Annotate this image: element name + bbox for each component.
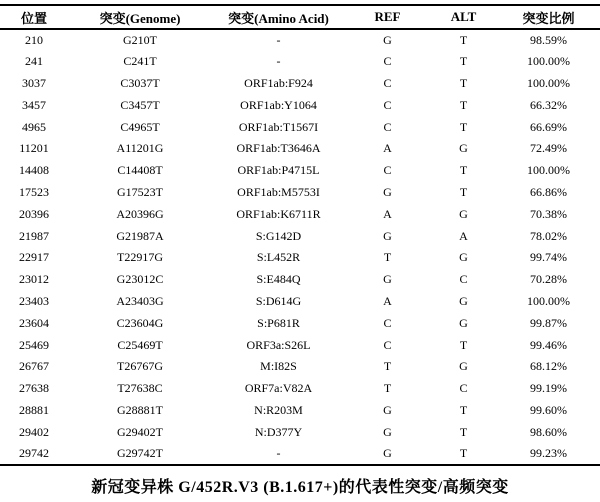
cell-ref: A [383, 141, 392, 156]
cell-ref: C [383, 97, 392, 112]
cell-position: 28881 [19, 402, 49, 417]
cell-ref: G [383, 424, 392, 439]
cell-alt: T [459, 75, 468, 90]
cell-mutation_ratio: 99.19% [530, 381, 567, 396]
cell-position: 20396 [19, 206, 49, 221]
cell-ref: C [383, 315, 392, 330]
cell-ref: T [383, 250, 392, 265]
cell-alt: T [459, 97, 468, 112]
cell-amino_acid_mutation: ORF1ab:T3646A [236, 141, 321, 156]
cell-ref: T [383, 381, 392, 396]
table-row [0, 116, 600, 138]
cell-amino_acid_mutation: ORF1ab:P4715L [237, 163, 320, 178]
cell-position: 14408 [19, 163, 49, 178]
cell-ref: C [383, 163, 392, 178]
cell-mutation_ratio: 100.00% [527, 54, 570, 69]
cell-alt: T [459, 163, 468, 178]
cell-alt: T [459, 184, 468, 199]
table-body [0, 29, 600, 465]
cell-ref: A [383, 293, 392, 308]
column-header-ref: REF [345, 5, 430, 29]
cell-position: 29742 [19, 446, 49, 461]
cell-genome_mutation: G23012C [116, 272, 164, 287]
mutation-table [0, 4, 600, 466]
cell-amino_acid_mutation: ORF1ab:Y1064 [240, 97, 317, 112]
cell-ref: G [383, 402, 392, 417]
cell-amino_acid_mutation: S:P681R [257, 315, 300, 330]
cell-amino_acid_mutation: ORF1ab:F924 [244, 75, 313, 90]
cell-genome_mutation: G29402T [117, 424, 163, 439]
cell-amino_acid_mutation: - [276, 32, 281, 47]
cell-amino_acid_mutation: S:E484Q [256, 272, 301, 287]
cell-mutation_ratio: 98.59% [530, 32, 567, 47]
cell-genome_mutation: A23403G [116, 293, 164, 308]
cell-ref: G [383, 184, 392, 199]
column-header-alt: ALT [430, 5, 497, 29]
cell-alt: T [459, 402, 468, 417]
cell-genome_mutation: G17523T [117, 184, 163, 199]
cell-mutation_ratio: 70.38% [530, 206, 567, 221]
cell-amino_acid_mutation: S:D614G [255, 293, 302, 308]
cell-position: 22917 [19, 250, 49, 265]
cell-amino_acid_mutation: M:I82S [260, 359, 297, 374]
cell-alt: T [459, 54, 468, 69]
cell-genome_mutation: T22917G [117, 250, 163, 265]
cell-alt: T [459, 32, 468, 47]
table-row [0, 269, 600, 291]
cell-amino_acid_mutation: ORF3a:S26L [246, 337, 311, 352]
cell-genome_mutation: G28881T [117, 402, 163, 417]
cell-alt: G [459, 141, 468, 156]
table-row [0, 203, 600, 225]
cell-mutation_ratio: 100.00% [527, 163, 570, 178]
table-row [0, 182, 600, 204]
column-header-amino-acid-mutation: 突变(Amino Acid) [212, 5, 345, 29]
cell-ref: G [383, 32, 392, 47]
cell-position: 3457 [22, 97, 46, 112]
cell-amino_acid_mutation: - [276, 446, 281, 461]
cell-ref: C [383, 75, 392, 90]
table-row [0, 400, 600, 422]
table-row [0, 334, 600, 356]
table-row [0, 247, 600, 269]
cell-position: 26767 [19, 359, 49, 374]
cell-ref: G [383, 228, 392, 243]
cell-position: 23604 [19, 315, 49, 330]
table-row [0, 356, 600, 378]
cell-genome_mutation: G210T [123, 32, 157, 47]
cell-genome_mutation: C23604G [116, 315, 164, 330]
cell-position: 210 [25, 32, 43, 47]
cell-position: 17523 [19, 184, 49, 199]
cell-genome_mutation: C241T [123, 54, 157, 69]
cell-alt: C [459, 381, 468, 396]
cell-alt: T [459, 119, 468, 134]
cell-genome_mutation: C14408T [117, 163, 163, 178]
cell-position: 23403 [19, 293, 49, 308]
cell-genome_mutation: T26767G [117, 359, 163, 374]
cell-position: 4965 [22, 119, 46, 134]
table-row [0, 378, 600, 400]
table-row [0, 51, 600, 73]
cell-mutation_ratio: 72.49% [530, 141, 567, 156]
table-caption: 新冠变异株 G/452R.V3 (B.1.617+)的代表性突变/高频突变 [91, 478, 509, 496]
cell-position: 21987 [19, 228, 49, 243]
table-row [0, 73, 600, 95]
cell-mutation_ratio: 78.02% [530, 228, 567, 243]
cell-mutation_ratio: 66.69% [530, 119, 567, 134]
cell-genome_mutation: C3457T [120, 97, 160, 112]
cell-position: 11201 [19, 141, 49, 156]
cell-genome_mutation: G21987A [116, 228, 164, 243]
cell-mutation_ratio: 70.28% [530, 272, 567, 287]
column-header-position: 位置 [0, 5, 68, 29]
cell-genome_mutation: T27638C [117, 381, 163, 396]
cell-amino_acid_mutation: ORF1ab:K6711R [236, 206, 321, 221]
cell-position: 29402 [19, 424, 49, 439]
cell-alt: T [459, 424, 468, 439]
cell-mutation_ratio: 98.60% [530, 424, 567, 439]
cell-mutation_ratio: 66.86% [530, 184, 567, 199]
cell-amino_acid_mutation: ORF7a:V82A [244, 381, 313, 396]
cell-amino_acid_mutation: ORF1ab:M5753I [237, 184, 320, 199]
cell-position: 27638 [19, 381, 49, 396]
cell-alt: T [459, 337, 468, 352]
cell-amino_acid_mutation: ORF1ab:T1567I [238, 119, 319, 134]
cell-alt: A [459, 228, 468, 243]
table-row [0, 94, 600, 116]
table-row [0, 29, 600, 51]
table-row [0, 291, 600, 313]
cell-alt: G [459, 206, 468, 221]
column-header-mutation-ratio: 突变比例 [497, 5, 600, 29]
table-row [0, 312, 600, 334]
table-header-row [0, 5, 600, 29]
cell-alt: T [459, 446, 468, 461]
cell-mutation_ratio: 99.46% [530, 337, 567, 352]
cell-amino_acid_mutation: N:D377Y [254, 424, 303, 439]
cell-alt: G [459, 315, 468, 330]
cell-ref: C [383, 119, 392, 134]
cell-amino_acid_mutation: - [276, 54, 281, 69]
cell-position: 241 [25, 54, 43, 69]
cell-alt: G [459, 293, 468, 308]
cell-mutation_ratio: 99.23% [530, 446, 567, 461]
cell-amino_acid_mutation: S:L452R [256, 250, 301, 265]
cell-position: 25469 [19, 337, 49, 352]
table-row [0, 138, 600, 160]
cell-genome_mutation: G29742T [117, 446, 163, 461]
cell-mutation_ratio: 99.60% [530, 402, 567, 417]
cell-ref: G [383, 446, 392, 461]
cell-genome_mutation: A20396G [116, 206, 164, 221]
table-row [0, 225, 600, 247]
cell-mutation_ratio: 66.32% [530, 97, 567, 112]
cell-ref: G [383, 272, 392, 287]
table-row [0, 443, 600, 465]
cell-ref: T [383, 359, 392, 374]
cell-alt: G [459, 359, 468, 374]
cell-genome_mutation: C4965T [120, 119, 160, 134]
cell-ref: C [383, 54, 392, 69]
table-row [0, 421, 600, 443]
cell-alt: G [459, 250, 468, 265]
column-header-genome-mutation: 突变(Genome) [68, 5, 212, 29]
cell-mutation_ratio: 99.74% [530, 250, 567, 265]
cell-ref: A [383, 206, 392, 221]
cell-mutation_ratio: 99.87% [530, 315, 567, 330]
cell-mutation_ratio: 100.00% [527, 75, 570, 90]
cell-genome_mutation: C3037T [120, 75, 160, 90]
cell-amino_acid_mutation: S:G142D [255, 228, 302, 243]
cell-alt: C [459, 272, 468, 287]
cell-mutation_ratio: 68.12% [530, 359, 567, 374]
cell-mutation_ratio: 100.00% [527, 293, 570, 308]
cell-position: 3037 [22, 75, 46, 90]
cell-genome_mutation: C25469T [117, 337, 163, 352]
cell-amino_acid_mutation: N:R203M [254, 402, 303, 417]
table-row [0, 160, 600, 182]
cell-genome_mutation: A11201G [116, 141, 164, 156]
cell-ref: C [383, 337, 392, 352]
cell-position: 23012 [19, 272, 49, 287]
